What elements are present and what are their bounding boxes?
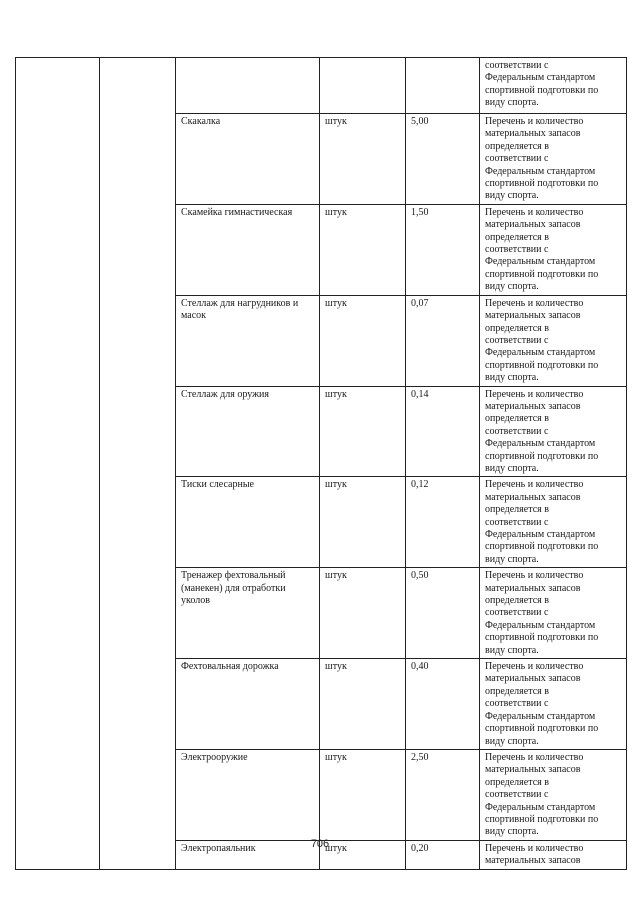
name-cell: Фехтовальная дорожка xyxy=(176,659,320,750)
qty-cell: 5,00 xyxy=(406,114,480,205)
unit-cell: штук xyxy=(320,749,406,840)
name-cell: Стеллаж для оружия xyxy=(176,386,320,477)
page-number: 706 xyxy=(310,838,330,850)
table-row xyxy=(16,58,627,114)
note-cell: Перечень и количество материальных запасов определяется в соответствии с Федеральным стандартом спортивной подготовки по виду спорта. xyxy=(480,749,627,840)
qty-cell xyxy=(406,58,480,114)
unit-cell: штук xyxy=(320,840,406,869)
unit-cell: штук xyxy=(320,659,406,750)
qty-cell: 0,07 xyxy=(406,295,480,386)
name-cell: Электропаяльник xyxy=(176,840,320,869)
qty-cell: 0,20 xyxy=(406,840,480,869)
qty-cell: 0,40 xyxy=(406,659,480,750)
unit-cell: штук xyxy=(320,386,406,477)
name-cell: Скакалка xyxy=(176,114,320,205)
name-cell: Электрооружие xyxy=(176,749,320,840)
unit-cell: штук xyxy=(320,477,406,568)
note-cell: Перечень и количество материальных запасов определяется в соответствии с Федеральным стандартом спортивной подготовки по виду спорта. xyxy=(480,659,627,750)
note-cell: Перечень и количество материальных запасов определяется в соответствии с Федеральным стандартом спортивной подготовки по виду спорта. xyxy=(480,568,627,659)
note-cell: Перечень и количество материальных запасов определяется в соответствии с Федеральным стандартом спортивной подготовки по виду спорта. xyxy=(480,204,627,295)
merged-column-2 xyxy=(100,58,176,870)
qty-cell: 0,50 xyxy=(406,568,480,659)
unit-cell: штук xyxy=(320,204,406,295)
name-cell: Тиски слесарные xyxy=(176,477,320,568)
note-cell: Перечень и количество материальных запасов определяется в соответствии с Федеральным стандартом спортивной подготовки по виду спорта. xyxy=(480,477,627,568)
note-cell: Перечень и количество материальных запасов xyxy=(480,840,627,869)
unit-cell xyxy=(320,58,406,114)
name-cell: Стеллаж для нагрудников и масок xyxy=(176,295,320,386)
note-cell: соответствии с Федеральным стандартом спортивной подготовки по виду спорта. xyxy=(480,58,627,114)
qty-cell: 1,50 xyxy=(406,204,480,295)
merged-column-1 xyxy=(16,58,100,870)
unit-cell: штук xyxy=(320,114,406,205)
qty-cell: 0,14 xyxy=(406,386,480,477)
unit-cell: штук xyxy=(320,295,406,386)
note-cell: Перечень и количество материальных запасов определяется в соответствии с Федеральным стандартом спортивной подготовки по виду спорта. xyxy=(480,114,627,205)
note-cell: Перечень и количество материальных запасов определяется в соответствии с Федеральным стандартом спортивной подготовки по виду спорта. xyxy=(480,295,627,386)
qty-cell: 0,12 xyxy=(406,477,480,568)
unit-cell: штук xyxy=(320,568,406,659)
qty-cell: 2,50 xyxy=(406,749,480,840)
inventory-table xyxy=(15,57,627,870)
name-cell: Тренажер фехтовальный (манекен) для отработки уколов xyxy=(176,568,320,659)
name-cell xyxy=(176,58,320,114)
note-cell: Перечень и количество материальных запасов определяется в соответствии с Федеральным стандартом спортивной подготовки по виду спорта. xyxy=(480,386,627,477)
name-cell: Скамейка гимнастическая xyxy=(176,204,320,295)
